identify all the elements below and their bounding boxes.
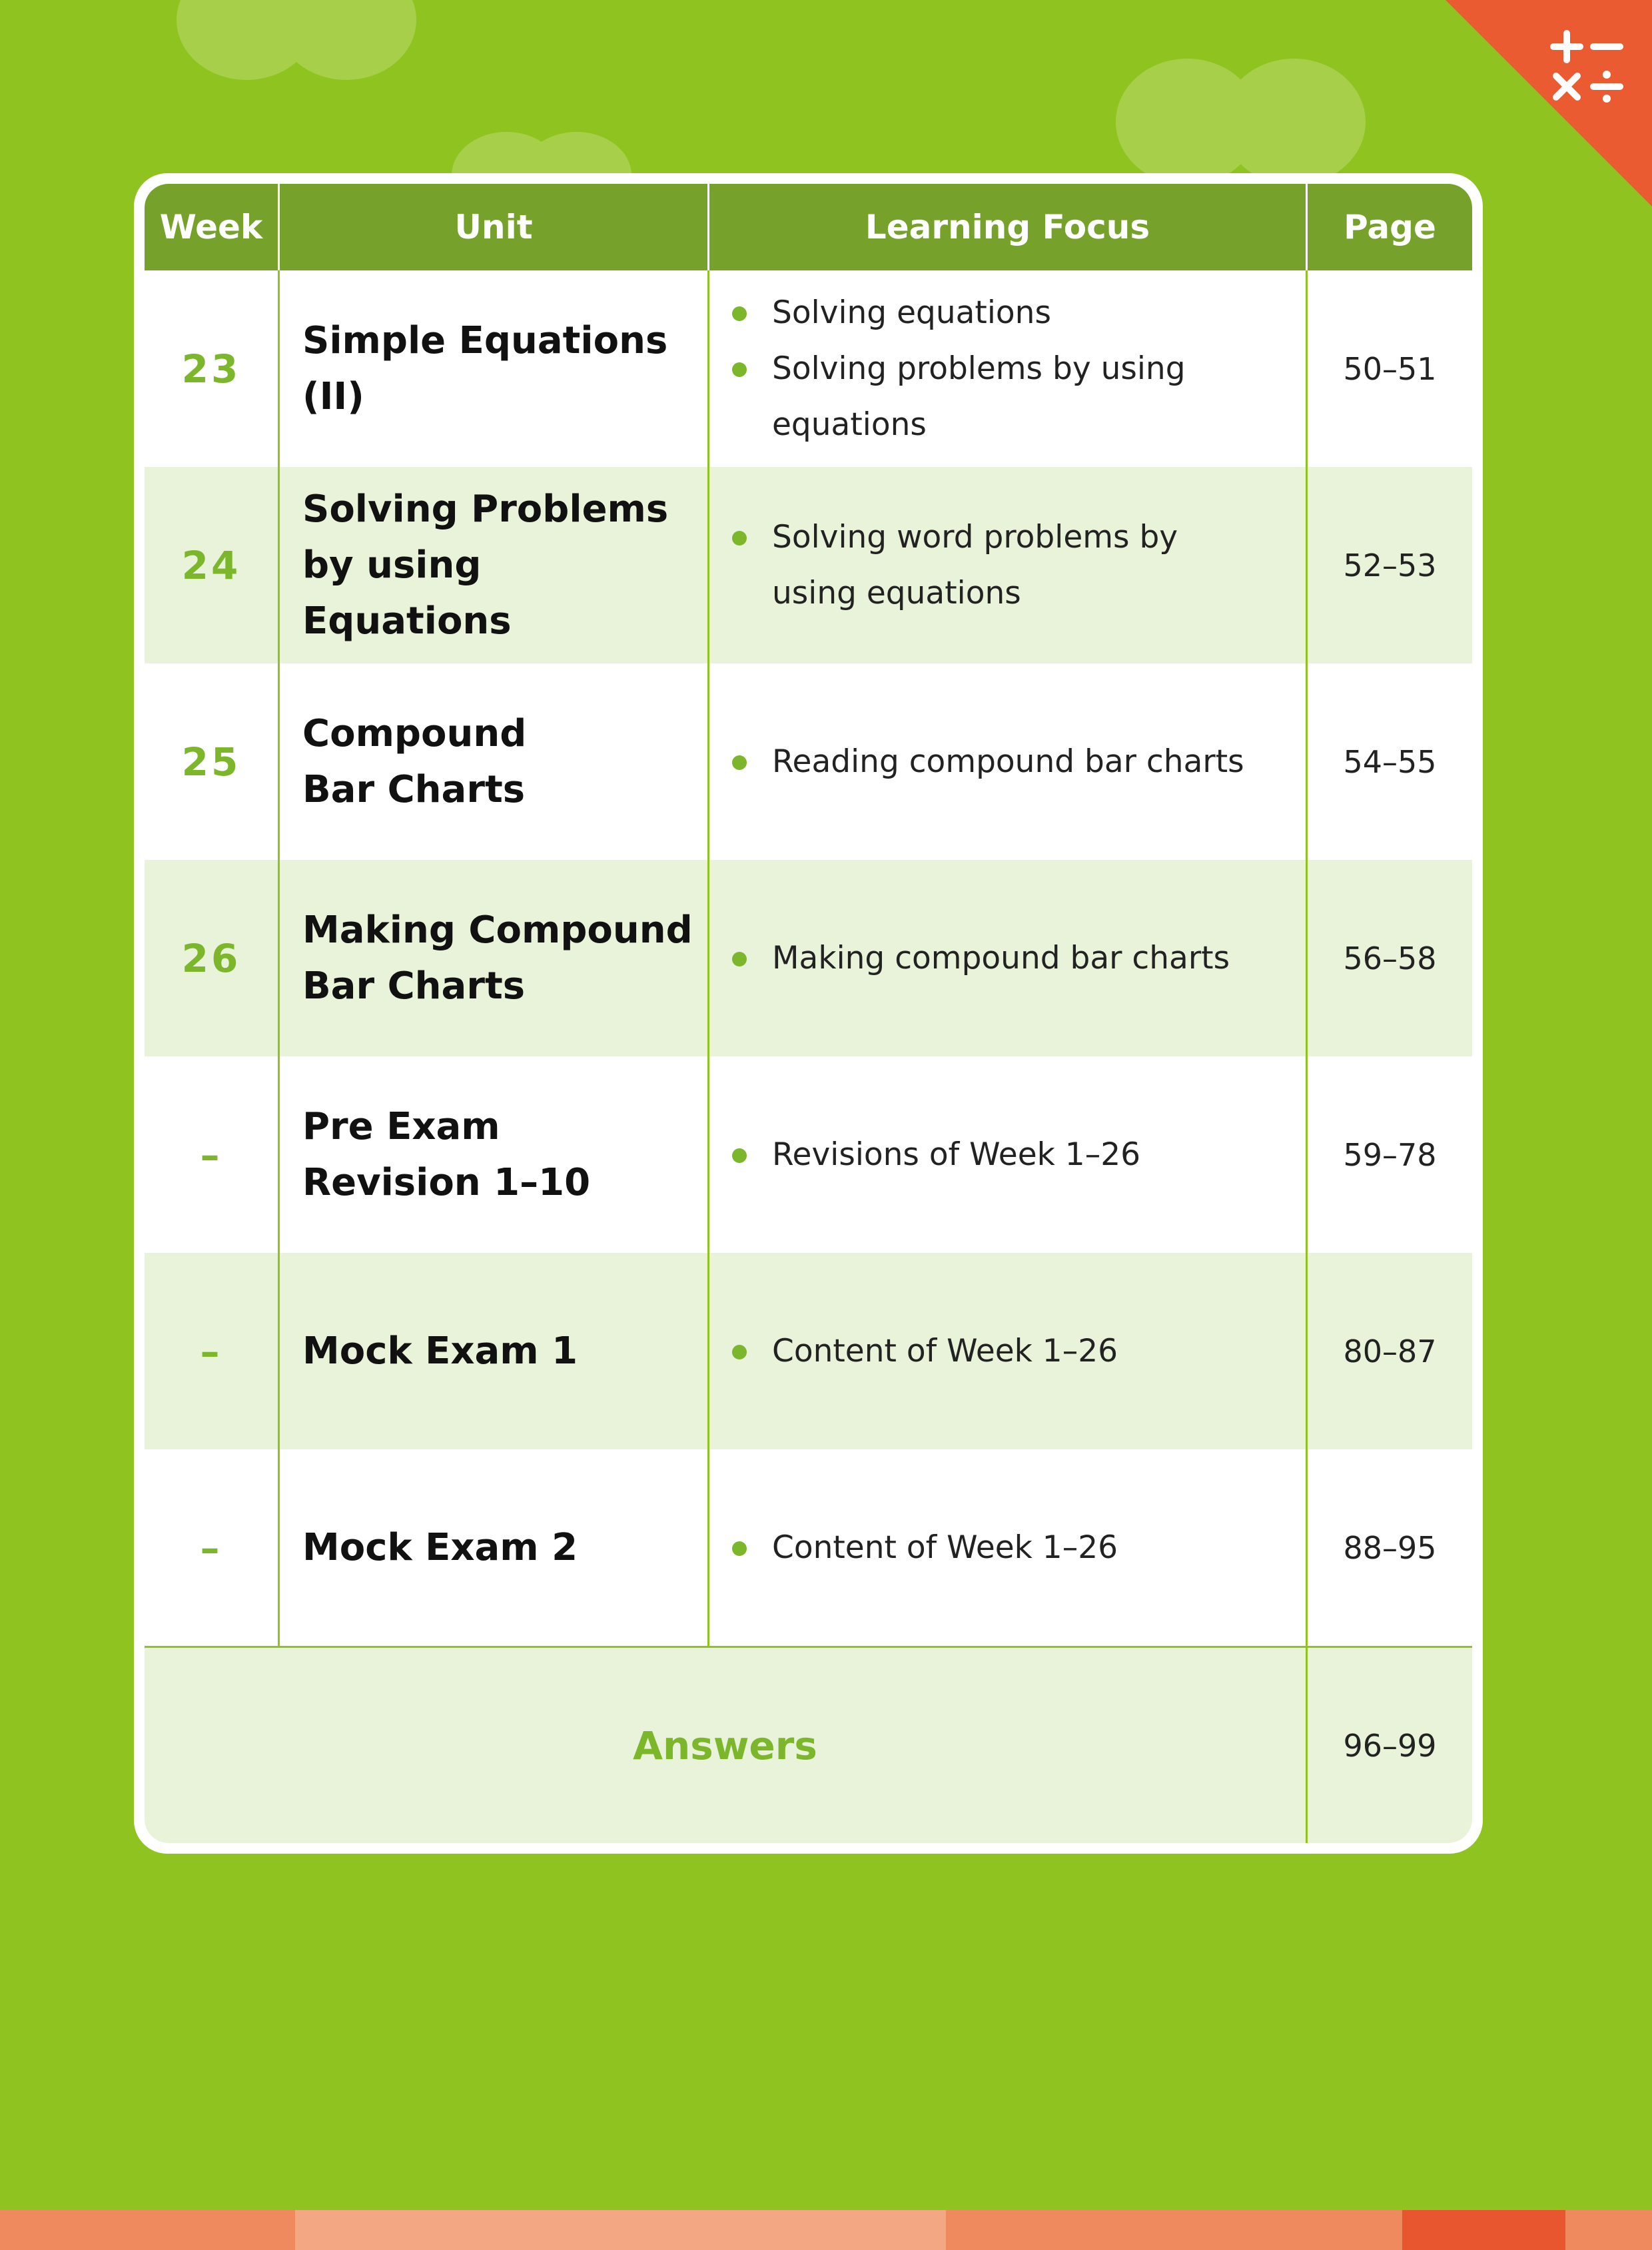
- contents-table-card: [134, 173, 1483, 1854]
- focus-item: Solving problems by using equations: [732, 341, 1292, 453]
- unit-title: Mock Exam 2: [278, 1449, 707, 1646]
- page-range: 56–58: [1306, 860, 1472, 1056]
- week-number: –: [200, 1525, 222, 1571]
- unit-title: Simple Equations (II): [278, 270, 707, 467]
- unit-title: Mock Exam 1: [278, 1253, 707, 1449]
- bottom-color-strip: [0, 2210, 1652, 2250]
- page-range: 54–55: [1306, 663, 1472, 860]
- contents-table: [145, 184, 1472, 1843]
- focus-item: Content of Week 1–26: [732, 1520, 1118, 1576]
- focus-item: Content of Week 1–26: [732, 1323, 1118, 1379]
- week-number: 23: [181, 346, 241, 392]
- table-row: [145, 1253, 1472, 1449]
- page-range: 52–53: [1306, 467, 1472, 663]
- learning-focus: [707, 467, 1306, 663]
- learning-focus: [707, 1449, 1306, 1646]
- learning-focus: [707, 663, 1306, 860]
- learning-focus: [707, 860, 1306, 1056]
- unit-title: Making Compound Bar Charts: [278, 860, 707, 1056]
- focus-item: Revisions of Week 1–26: [732, 1127, 1140, 1183]
- learning-focus: [707, 1056, 1306, 1253]
- unit-title: Compound Bar Charts: [278, 663, 707, 860]
- focus-item: Solving equations: [732, 285, 1292, 341]
- decor-blob: [1222, 59, 1366, 185]
- page-range: 88–95: [1306, 1449, 1472, 1646]
- learning-focus: [707, 270, 1306, 467]
- answers-page-range: 96–99: [1306, 1648, 1472, 1843]
- table-row: [145, 663, 1472, 860]
- table-row: [145, 1056, 1472, 1253]
- focus-item: Solving word problems by using equations: [732, 510, 1252, 621]
- answers-row: [145, 1646, 1472, 1843]
- focus-item: Reading compound bar charts: [732, 734, 1244, 790]
- unit-title: Solving Problems by using Equations: [278, 467, 707, 663]
- week-number: –: [200, 1132, 222, 1178]
- week-number: –: [200, 1328, 222, 1374]
- answers-label: Answers: [633, 1722, 817, 1768]
- table-header: [145, 184, 1472, 270]
- header-week: Week: [159, 208, 263, 246]
- decor-blob: [276, 0, 416, 80]
- header-learning-focus: Learning Focus: [707, 184, 1306, 270]
- unit-title: Pre Exam Revision 1–10: [278, 1056, 707, 1253]
- week-number: 25: [181, 739, 241, 785]
- header-page: Page: [1306, 184, 1472, 270]
- table-row: [145, 1449, 1472, 1646]
- learning-focus: [707, 1253, 1306, 1449]
- page-range: 80–87: [1306, 1253, 1472, 1449]
- table-row: [145, 467, 1472, 663]
- math-operators-icon: [1547, 27, 1627, 107]
- focus-item: Making compound bar charts: [732, 931, 1230, 986]
- week-number: 26: [181, 935, 241, 981]
- page-range: 50–51: [1306, 270, 1472, 467]
- table-row: [145, 860, 1472, 1056]
- table-row: [145, 270, 1472, 467]
- header-unit: Unit: [278, 184, 707, 270]
- page-range: 59–78: [1306, 1056, 1472, 1253]
- week-number: 24: [181, 542, 241, 588]
